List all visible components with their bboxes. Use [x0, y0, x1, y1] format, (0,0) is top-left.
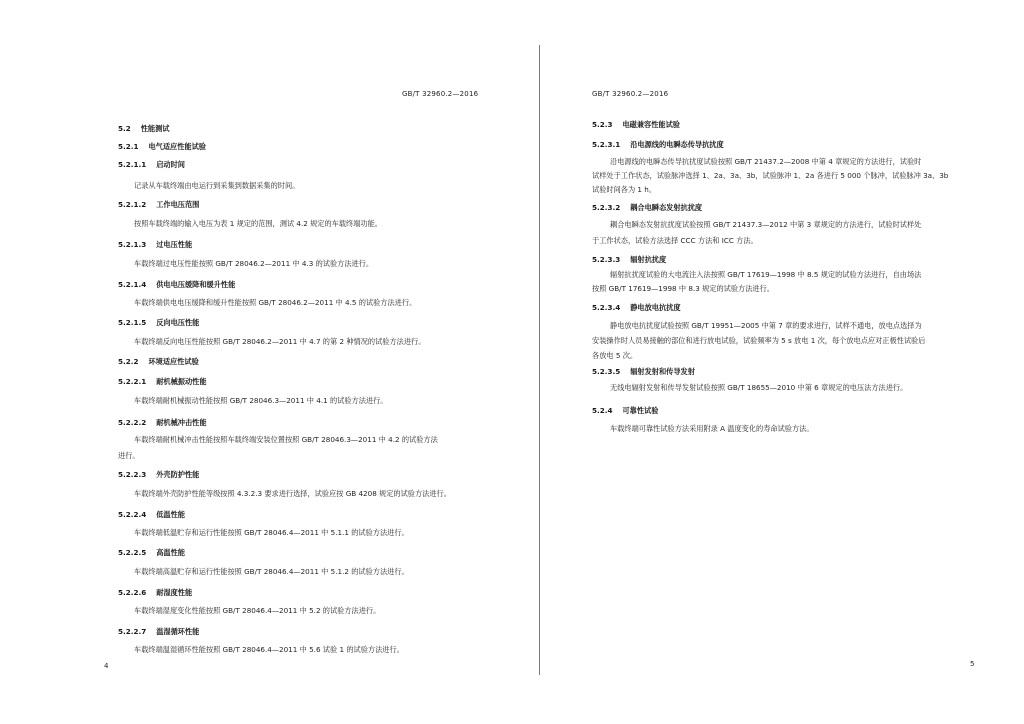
paragraph-line: 静电放电抗扰度试验按照 GB/T 19951—2005 中第 7 章的要求进行，试样不通电，放电点选择为 — [610, 321, 922, 330]
paragraph-line: 试验时间各为 1 h。 — [592, 185, 657, 194]
section-title: 耦合电瞬态发射抗扰度 — [630, 203, 703, 212]
section-heading — [118, 318, 199, 327]
paragraph-line: 车载终端低温贮存和运行性能按照 GB/T 28046.4—2011 中 5.1.1 的试验方法进行。 — [134, 528, 409, 537]
section-number: 5.2.3 — [592, 120, 613, 129]
section-number: 5.2.1.4 — [118, 280, 147, 289]
paragraph-line: 车载终端耐机械振动性能按照 GB/T 28046.3—2011 中 4.1 的试验方法进行。 — [134, 396, 388, 405]
paragraph-line: 于工作状态，试验方法选择 CCC 方法和 ICC 方法。 — [592, 236, 758, 245]
section-title: 外壳防护性能 — [156, 470, 200, 479]
section-number: 5.2.3.3 — [592, 255, 621, 264]
section-number: 5.2.2.5 — [118, 548, 147, 557]
paragraph-line: 车载终端高温贮存和运行性能按照 GB/T 28046.4—2011 中 5.1.2 的试验方法进行。 — [134, 567, 409, 576]
paragraph-line: 辐射抗扰度试验的大电流注入法按照 GB/T 17619—1998 中 8.5 规定的试验方法进行，自由场法 — [610, 270, 922, 279]
running-header: GB/T 32960.2—2016 — [592, 90, 669, 98]
paragraph-line: 车载终端反向电压性能按照 GB/T 28046.2—2011 中 4.7 的第 2 种情况的试验方法进行。 — [134, 337, 426, 346]
section-number: 5.2.2 — [118, 357, 139, 366]
section-title: 高温性能 — [156, 548, 185, 557]
paragraph-line: 车载终端供电电压缓降和缓升性能按照 GB/T 28046.2—2011 中 4.5 的试验方法进行。 — [134, 298, 417, 307]
paragraph-line: 安装操作时人员易接触的部位和进行放电试验，试验频率为 5 s 放电 1 次，每个放电点应对正极性试验后 — [592, 336, 926, 345]
section-title: 温湿循环性能 — [156, 627, 200, 636]
section-title: 过电压性能 — [156, 240, 193, 249]
section-number: 5.2.3.4 — [592, 303, 621, 312]
section-title: 低温性能 — [156, 510, 185, 519]
page-number: 4 — [104, 662, 109, 670]
section-number: 5.2.1 — [118, 142, 139, 151]
section-title: 环境适应性试验 — [148, 357, 199, 366]
paragraph-line: 车载终端温湿循环性能按照 GB/T 28046.4—2011 中 5.6 试验 1 的试验方法进行。 — [134, 645, 404, 654]
section-heading — [118, 510, 185, 519]
section-heading — [118, 377, 207, 386]
paragraph-line: 车载终端耐机械冲击性能按照车载终端安装位置按照 GB/T 28046.3—2011 中 4.2 的试验方法 — [134, 435, 438, 444]
paragraph-line: 车载终端过电压性能按照 GB/T 28046.2—2011 中 4.3 的试验方法进行。 — [134, 259, 374, 268]
section-heading — [592, 140, 724, 149]
paragraph-line: 无线电辐射发射和传导发射试验按照 GB/T 18655—2010 中第 6 章规定的电压法方法进行。 — [610, 383, 908, 392]
section-title: 性能测试 — [140, 124, 170, 133]
section-heading — [118, 470, 199, 479]
section-heading — [118, 418, 207, 427]
section-number: 5.2.1.1 — [118, 160, 147, 169]
section-heading — [118, 280, 235, 289]
section-heading — [118, 200, 199, 209]
paragraph-line: 车载终端湿度变化性能按照 GB/T 28046.4—2011 中 5.2 的试验方法进行。 — [134, 606, 381, 615]
section-number: 5.2.2.7 — [118, 627, 147, 636]
section-heading — [118, 124, 170, 133]
section-title: 耐机械冲击性能 — [156, 418, 207, 427]
section-number: 5.2.3.1 — [592, 140, 621, 149]
paragraph-line: 沿电源线的电瞬态传导抗扰度试验按照 GB/T 21437.2—2008 中第 4 章规定的方法进行，试验时 — [610, 157, 922, 166]
page-number: 5 — [970, 660, 975, 668]
section-title: 电磁兼容性能试验 — [622, 120, 680, 129]
section-title: 耐湿度性能 — [156, 588, 193, 597]
section-heading — [118, 548, 185, 557]
paragraph-line: 各放电 5 次。 — [592, 351, 638, 360]
section-title: 可靠性试验 — [622, 406, 659, 415]
section-heading — [592, 406, 658, 415]
paragraph-line: 进行。 — [118, 451, 140, 460]
paragraph-line: 试样处于工作状态，试验脉冲选择 1、2a、3a、3b，试验脉冲 1、2a 各进行 5 000 个脉冲，试验脉冲 3a、3b — [592, 171, 949, 180]
section-heading — [592, 203, 702, 212]
section-heading — [118, 160, 185, 169]
section-number: 5.2.1.5 — [118, 318, 147, 327]
section-title: 辐射抗扰度 — [630, 255, 667, 264]
section-title: 辐射发射和传导发射 — [630, 367, 695, 376]
section-heading — [118, 588, 192, 597]
section-heading — [118, 240, 192, 249]
section-title: 静电放电抗扰度 — [630, 303, 681, 312]
section-heading — [592, 303, 681, 312]
section-number: 5.2.2.1 — [118, 377, 147, 386]
section-number: 5.2.2.3 — [118, 470, 147, 479]
paragraph-line: 耦合电瞬态发射抗扰度试验按照 GB/T 21437.3—2012 中第 3 章规定的方法进行，试验时试样处 — [610, 220, 922, 229]
section-title: 反向电压性能 — [156, 318, 200, 327]
section-number: 5.2.1.2 — [118, 200, 147, 209]
section-heading — [592, 255, 666, 264]
section-number: 5.2.2.2 — [118, 418, 147, 427]
section-number: 5.2.3.2 — [592, 203, 621, 212]
paragraph-line: 车载终端外壳防护性能等级按照 4.3.2.3 要求进行选择，试验应按 GB 4208 规定的试验方法进行。 — [134, 489, 451, 498]
section-title: 电气适应性能试验 — [148, 142, 206, 151]
section-number: 5.2.4 — [592, 406, 613, 415]
paragraph-line: 按照 GB/T 17619—1998 中 8.3 规定的试验方法进行。 — [592, 284, 774, 293]
section-title: 供电电压缓降和缓升性能 — [156, 280, 236, 289]
paragraph-line: 按照车载终端的输入电压为表 1 规定的范围，测试 4.2 规定的车载终端功能。 — [134, 219, 382, 228]
section-title: 沿电源线的电瞬态传导抗扰度 — [630, 140, 724, 149]
section-title: 耐机械振动性能 — [156, 377, 207, 386]
section-number: 5.2.1.3 — [118, 240, 147, 249]
section-title: 工作电压范围 — [156, 200, 200, 209]
right-page — [540, 0, 1024, 724]
section-number: 5.2.3.5 — [592, 367, 621, 376]
paragraph-line: 记录从车载终端由电运行到采集到数据采集的时间。 — [134, 181, 300, 190]
section-heading — [118, 142, 206, 151]
section-heading — [118, 357, 199, 366]
section-heading — [592, 367, 695, 376]
section-heading — [118, 627, 199, 636]
running-header: GB/T 32960.2—2016 — [402, 90, 479, 98]
section-title: 启动时间 — [156, 160, 185, 169]
section-number: 5.2 — [118, 124, 131, 133]
section-number: 5.2.2.6 — [118, 588, 147, 597]
section-number: 5.2.2.4 — [118, 510, 147, 519]
section-heading — [592, 120, 680, 129]
paragraph-line: 车载终端可靠性试验方法采用附录 A 温度变化的寿命试验方法。 — [610, 424, 814, 433]
